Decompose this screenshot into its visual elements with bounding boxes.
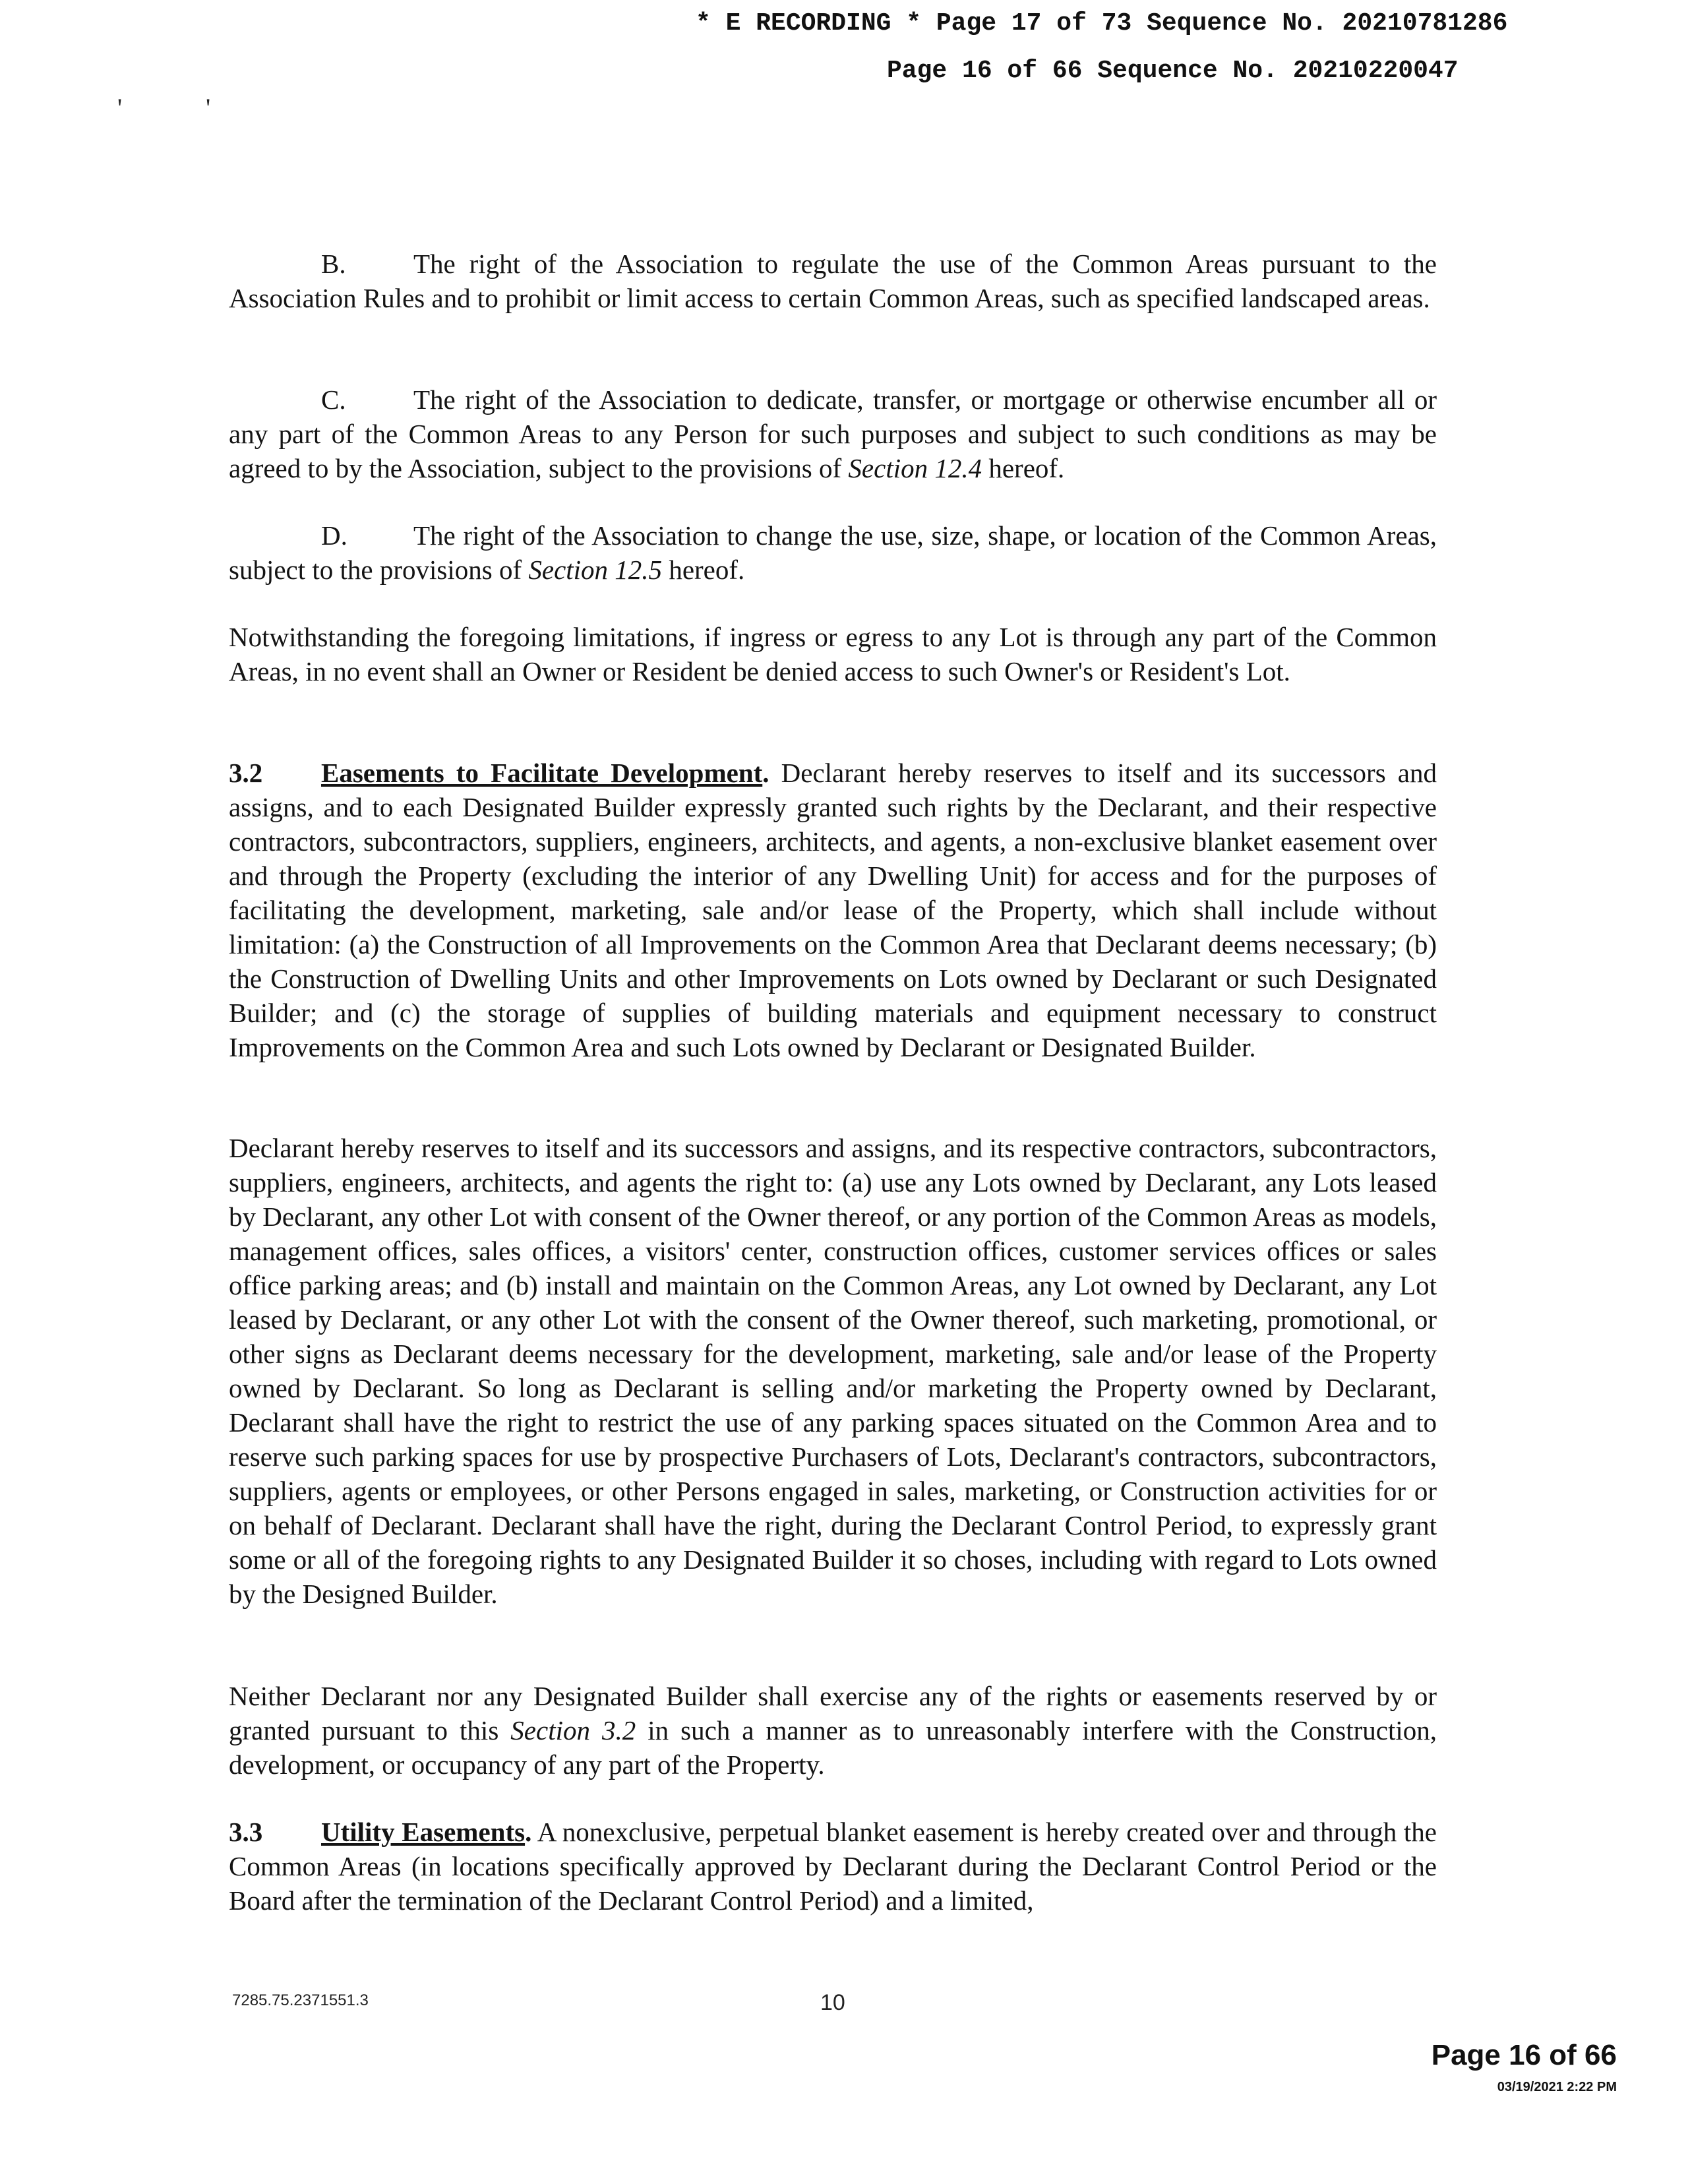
sequence-stamp: Page 16 of 66 Sequence No. 20210220047 (887, 57, 1459, 85)
paragraph-c (229, 382, 1437, 485)
paragraph-text: Neither Declarant nor any Designated Builder shall exercise any of the rights or easements reserved by or granted pursuant to this (229, 1681, 1437, 1745)
paragraph-text: Notwithstanding the foregoing limitations, if ingress or egress to any Lot is through any part of the Common Areas, in no event shall an Owner or Resident be denied access to such Owner's or Resident's Lot. (229, 622, 1437, 686)
item-text: The right of the Association to change the use, size, shape, or location of the Common Areas, subject to the provisions of (229, 520, 1437, 585)
section-3-3: 3.3 Utility Easements. A nonexclusive, perpetual blanket easement is hereby created over and through the Common Areas (in locations specifically approved by Declarant during the Declarant Control Period or the Board after the termination of the Declarant Control Period) and a limited, (229, 1815, 1437, 1918)
document-id: 7285.75.2371551.3 (232, 1991, 369, 2009)
paragraph-neither (229, 1679, 1437, 1782)
section-reference: Section 12.4 (848, 453, 982, 483)
paragraph-b (229, 247, 1437, 315)
section-text: A nonexclusive, perpetual blanket easement is hereby created over and through the Common Areas (in locations specifically approved by Declarant during the Declarant Control Period or the Board after the termination of the Declarant Control Period) and a limited, (229, 1817, 1437, 1916)
recording-stamp: * E RECORDING * Page 17 of 73 Sequence No. 20210781286 (696, 9, 1508, 38)
recording-date: 03/19/2021 2:22 PM (1497, 2080, 1617, 2094)
item-text: The right of the Association to dedicate, transfer, or mortgage or otherwise encumber all or any part of the Common Areas to any Person for such purposes and subject to such conditions as may be agreed to by the Association, subject to the provisions of (229, 384, 1437, 483)
item-text: hereof. (662, 555, 745, 585)
paragraph-text: Declarant hereby reserves to itself and its successors and assigns, and its respective contractors, subcontractors, suppliers, engineers, architects, and agents the right to: (a) use any Lots owned by Declarant, any Lots leased by Declarant, any other Lot with consent of the Owner thereof, or any portion of the Common Areas as models, management offices, sales offices, a visitors' center, construction offices, customer services offices or sales office parking areas; and (b) install and maintain on the Common Areas, any Lot owned by Declarant, any Lot leased by Declarant, or any other Lot with the consent of the Owner thereof, such marketing, promotional, or other signs as Declarant deems necessary for the development, marketing, sale and/or lease of the Property owned by Declarant. So long as Declarant is selling and/or marketing the Property owned by Declarant, Declarant shall have the right to restrict the use of any parking spaces situated on the Common Area and to reserve such parking spaces for use by prospective Purchasers of Lots, Declarant's contractors, subcontractors, suppliers, agents or employees, or other Persons engaged in sales, marketing, or Construction activities for or on behalf of Declarant. Declarant shall have the right, during the Declarant Control Period, to expressly grant some or all of the foregoing rights to any Designated Builder it so choses, including with regard to Lots owned by the Designed Builder. (229, 1133, 1437, 1609)
paragraph-declarant-reserves (229, 1131, 1437, 1611)
paragraph-notwithstanding (229, 620, 1437, 688)
scan-mark: ' (206, 93, 211, 123)
section-title: Easements to Facilitate Development (321, 758, 763, 788)
section-3-2: 3.2 Easements to Facilitate Development. Declarant hereby reserves to itself and its successors and assigns, and to each Designated Builder expressly granted such rights by the Declarant, and their respective contractors, subcontractors, suppliers, engineers, architects, and agents, a non-exclusive blanket easement over and through the Property (excluding the interior of any Dwelling Unit) for access and for the purposes of facilitating the development, marketing, sale and/or lease of the Property, which shall include without limitation: (a) the Construction of all Improvements on the Common Area that Declarant deems necessary; (b) the Construction of Dwelling Units and other Improvements on Lots owned by Declarant or such Designated Builder; and (c) the storage of supplies of building materials and equipment necessary to construct Improvements on the Common Area and such Lots owned by Declarant or Designated Builder. (229, 756, 1437, 1064)
paragraph-d (229, 518, 1437, 587)
section-number: 3.2 (229, 758, 263, 788)
section-title: Utility Easements (321, 1817, 526, 1847)
item-text: hereof. (982, 453, 1065, 483)
section-reference: Section 3.2 (510, 1715, 636, 1745)
item-letter: C. (321, 384, 346, 415)
scan-mark: ' (117, 93, 123, 123)
section-text: Declarant hereby reserves to itself and its successors and assigns, and to each Designated Builder expressly granted such rights by the Declarant, and their respective contractors, subcontractors, suppliers, engineers, architects, and agents, a non-exclusive blanket easement over and through the Property (excluding the interior of any Dwelling Unit) for access and for the purposes of facilitating the development, marketing, sale and/or lease of the Property, which shall include without limitation: (a) the Construction of all Improvements on the Common Area that Declarant deems necessary; (b) the Construction of Dwelling Units and other Improvements on Lots owned by Declarant or such Designated Builder; and (c) the storage of supplies of building materials and equipment necessary to construct Improvements on the Common Area and such Lots owned by Declarant or Designated Builder. (229, 758, 1437, 1062)
item-letter: B. (321, 249, 346, 279)
section-reference: Section 12.5 (528, 555, 663, 585)
section-number: 3.3 (229, 1817, 263, 1847)
page-number: 10 (820, 1990, 845, 2015)
item-letter: D. (321, 520, 347, 551)
item-text: The right of the Association to regulate the use of the Common Areas pursuant to the Association Rules and to prohibit or limit access to certain Common Areas, such as specified landscaped areas. (229, 249, 1437, 313)
paragraph-text: in such a manner as to unreasonably interfere with the Construction, development, or occupancy of any part of the Property. (229, 1715, 1437, 1780)
page-of-label: Page 16 of 66 (1431, 2039, 1617, 2071)
